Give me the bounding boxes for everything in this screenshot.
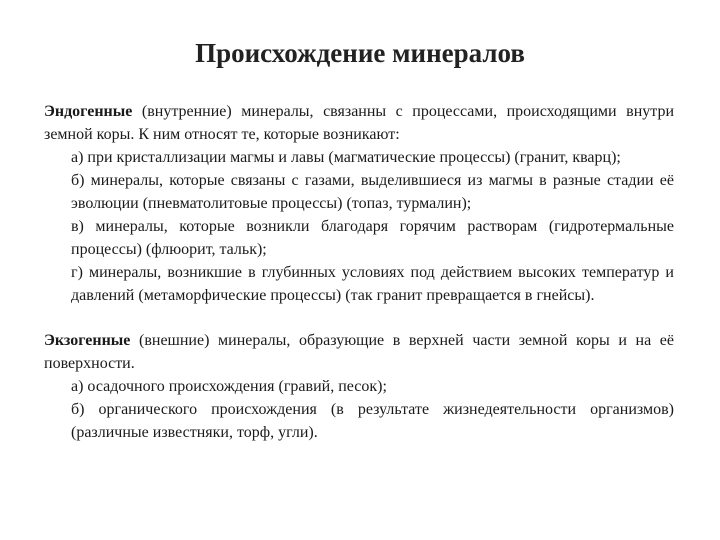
endogenic-item-b: б) минералы, которые связаны с газами, выделившиеся из магмы в разные стадии её эволюции (пневматолитовые процессы) (топаз, турмалин); bbox=[71, 172, 674, 212]
exogenic-term: Экзогенные bbox=[44, 332, 131, 349]
endogenic-item-v: в) минералы, которые возникли благодаря горячим растворам (гидротермальные процессы) (флюорит, тальк); bbox=[71, 218, 674, 258]
exogenic-intro bbox=[44, 329, 674, 375]
slide-title: Происхождение минералов bbox=[195, 38, 525, 68]
exogenic-item-b: б) органического происхождения (в результате жизнедеятельности организмов) (различные известняки, торф, угли). bbox=[71, 401, 674, 441]
slide-body bbox=[44, 100, 674, 444]
section-gap bbox=[44, 307, 674, 329]
endogenic-intro-text: (внутренние) минералы, связанны с процессами, происходящими внутри земной коры. К ним относят те, которые возникают: bbox=[44, 103, 674, 143]
endogenic-term: Эндогенные bbox=[44, 103, 133, 120]
endogenic-item-g: г) минералы, возникшие в глубинных условиях под действием высоких температур и давлений (метаморфические процессы) (так гранит превращается в гнейсы). bbox=[71, 264, 674, 304]
endogenic-intro bbox=[44, 100, 674, 146]
exogenic-item-a: а) осадочного происхождения (гравий, песок); bbox=[71, 378, 387, 395]
exogenic-intro-text: (внешние) минералы, образующие в верхней части земной коры и на её поверхности. bbox=[44, 332, 674, 372]
endogenic-item-a: а) при кристаллизации магмы и лавы (магматические процессы) (гранит, кварц); bbox=[71, 149, 621, 166]
